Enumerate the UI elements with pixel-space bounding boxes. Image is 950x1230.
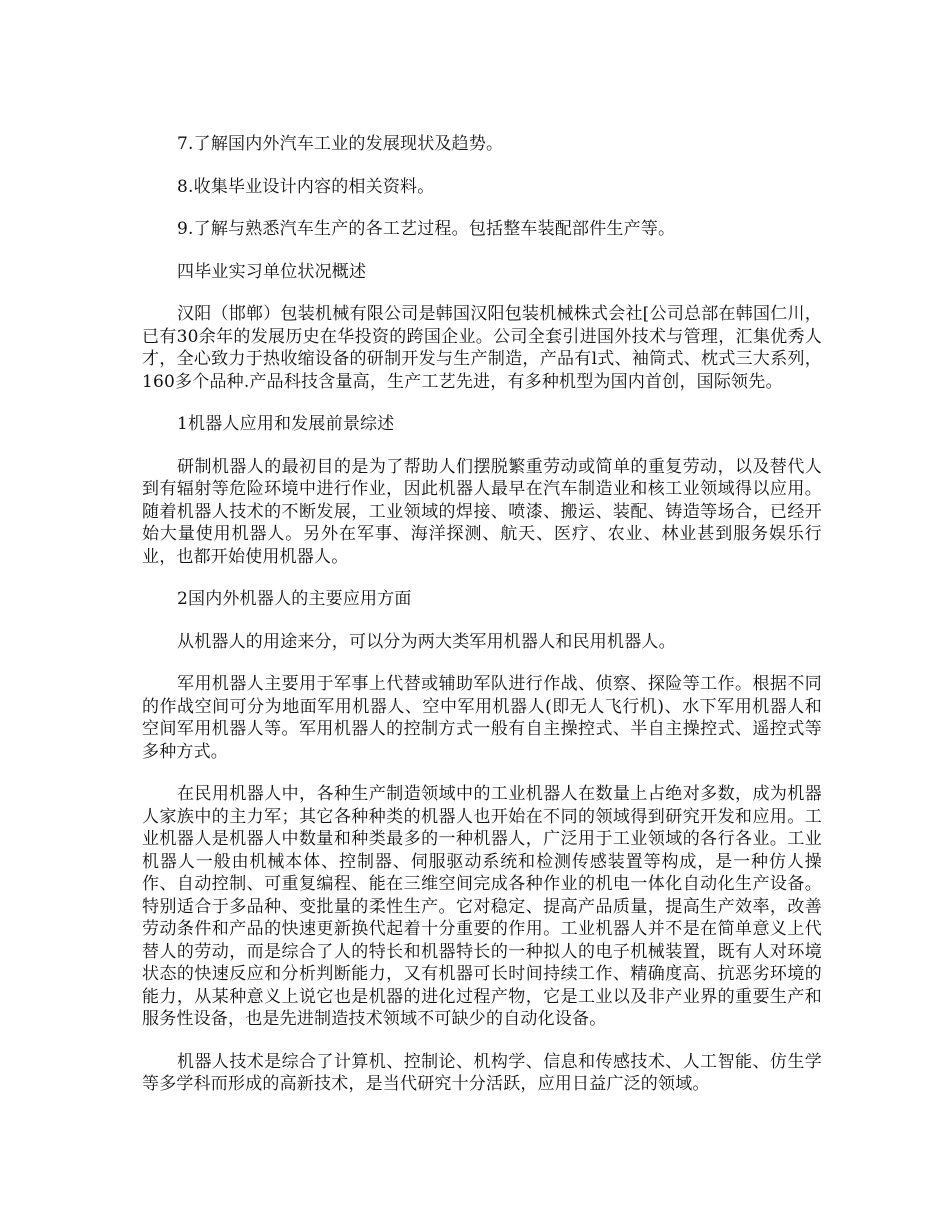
military-robots-paragraph: 军用机器人主要用于军事上代替或辅助军队进行作战、侦察、探险等工作。根据不同的作战空间可分为地面军用机器人、空中军用机器人(即无人飞行机)、水下军用机器人和空间军用机器人等。军用机器人的控制方式一般有自主操控式、半自主操控式、遥控式等多种方式。 bbox=[142, 674, 822, 762]
robot-origin-paragraph: 研制机器人的最初目的是为了帮助人们摆脱繁重劳动或简单的重复劳动，以及替代人到有辐射等危险环境中进行作业，因此机器人最早在汽车制造业和核工业领域得以应用。随着机器人技术的不断发展，工业领域的焊接、喷漆、搬运、装配、铸造等场合，已经开始大量使用机器人。另外在军事、海洋探测、航天、医疗、农业、林业甚到服务娱乐行业，也都开始使用机器人。 bbox=[142, 456, 822, 567]
list-item-8: 8.收集毕业设计内容的相关资料。 bbox=[177, 176, 435, 197]
robot-technology-paragraph: 机器人技术是综合了计算机、控制论、机构学、信息和传感技术、人工智能、仿生学等多学科而形成的高新技术，是当代研究十分活跃，应用日益广泛的领域。 bbox=[142, 1051, 822, 1094]
section-heading-4: 四毕业实习单位状况概述 bbox=[177, 261, 367, 282]
section-heading-1: 1机器人应用和发展前景综述 bbox=[177, 414, 395, 434]
list-item-9: 9.了解与熟悉汽车生产的各工艺过程。包括整车装配部件生产等。 bbox=[177, 219, 676, 239]
section-heading-2: 2国内外机器人的主要应用方面 bbox=[177, 589, 412, 609]
company-overview-paragraph: 汉阳（邯郸）包装机械有限公司是韩国汉阳包装机械株式会社[公司总部在韩国仁川，已有30余年的发展历史在华投资的跨国企业。公司全套引进国外技术与管理，汇集优秀人才，全心致力于热收缩设备的研制开发与生产制造，产品有l式、袖筒式、枕式三大系列，160多个品种.产品科技含量高，生产工艺先进，有多种机型为国内首创，国际领先。 bbox=[142, 304, 822, 392]
list-item-7: 7.了解国内外汽车工业的发展现状及趋势。 bbox=[177, 134, 504, 154]
civilian-robots-paragraph: 在民用机器人中，各种生产制造领域中的工业机器人在数量上占绝对多数，成为机器人家族中的主力军；其它各种种类的机器人也开始在不同的领域得到研究开发和应用。工业机器人是机器人中数量和种类最多的一种机器人，广泛用于工业领域的各行各业。工业机器人一般由机械本体、控制器、伺服驱动系统和检测传感装置等构成，是一种仿人操作、自动控制、可重复编程、能在三维空间完成各种作业的机电一体化自动化生产设备。特别适合于多品种、变批量的柔性生产。它对稳定、提高产品质量，提高生产效率，改善劳动条件和产品的快速更新换代起着十分重要的作用。工业机器人并不是在简单意义上代替人的劳动，而是综合了人的特长和机器特长的一种拟人的电子机械装置，既有人对环境状态的快速反应和分析判断能力，又有机器可长时间持续工作、精确度高、抗恶劣环境的能力，从某种意义上说它也是机器的进化过程产物，它是工业以及非产业界的重要生产和服务性设备，也是先进制造技术领域不可缺少的自动化设备。 bbox=[142, 784, 822, 1029]
document-body bbox=[142, 133, 822, 1116]
robot-categories-paragraph: 从机器人的用途来分，可以分为两大类军用机器人和民用机器人。 bbox=[177, 631, 676, 652]
